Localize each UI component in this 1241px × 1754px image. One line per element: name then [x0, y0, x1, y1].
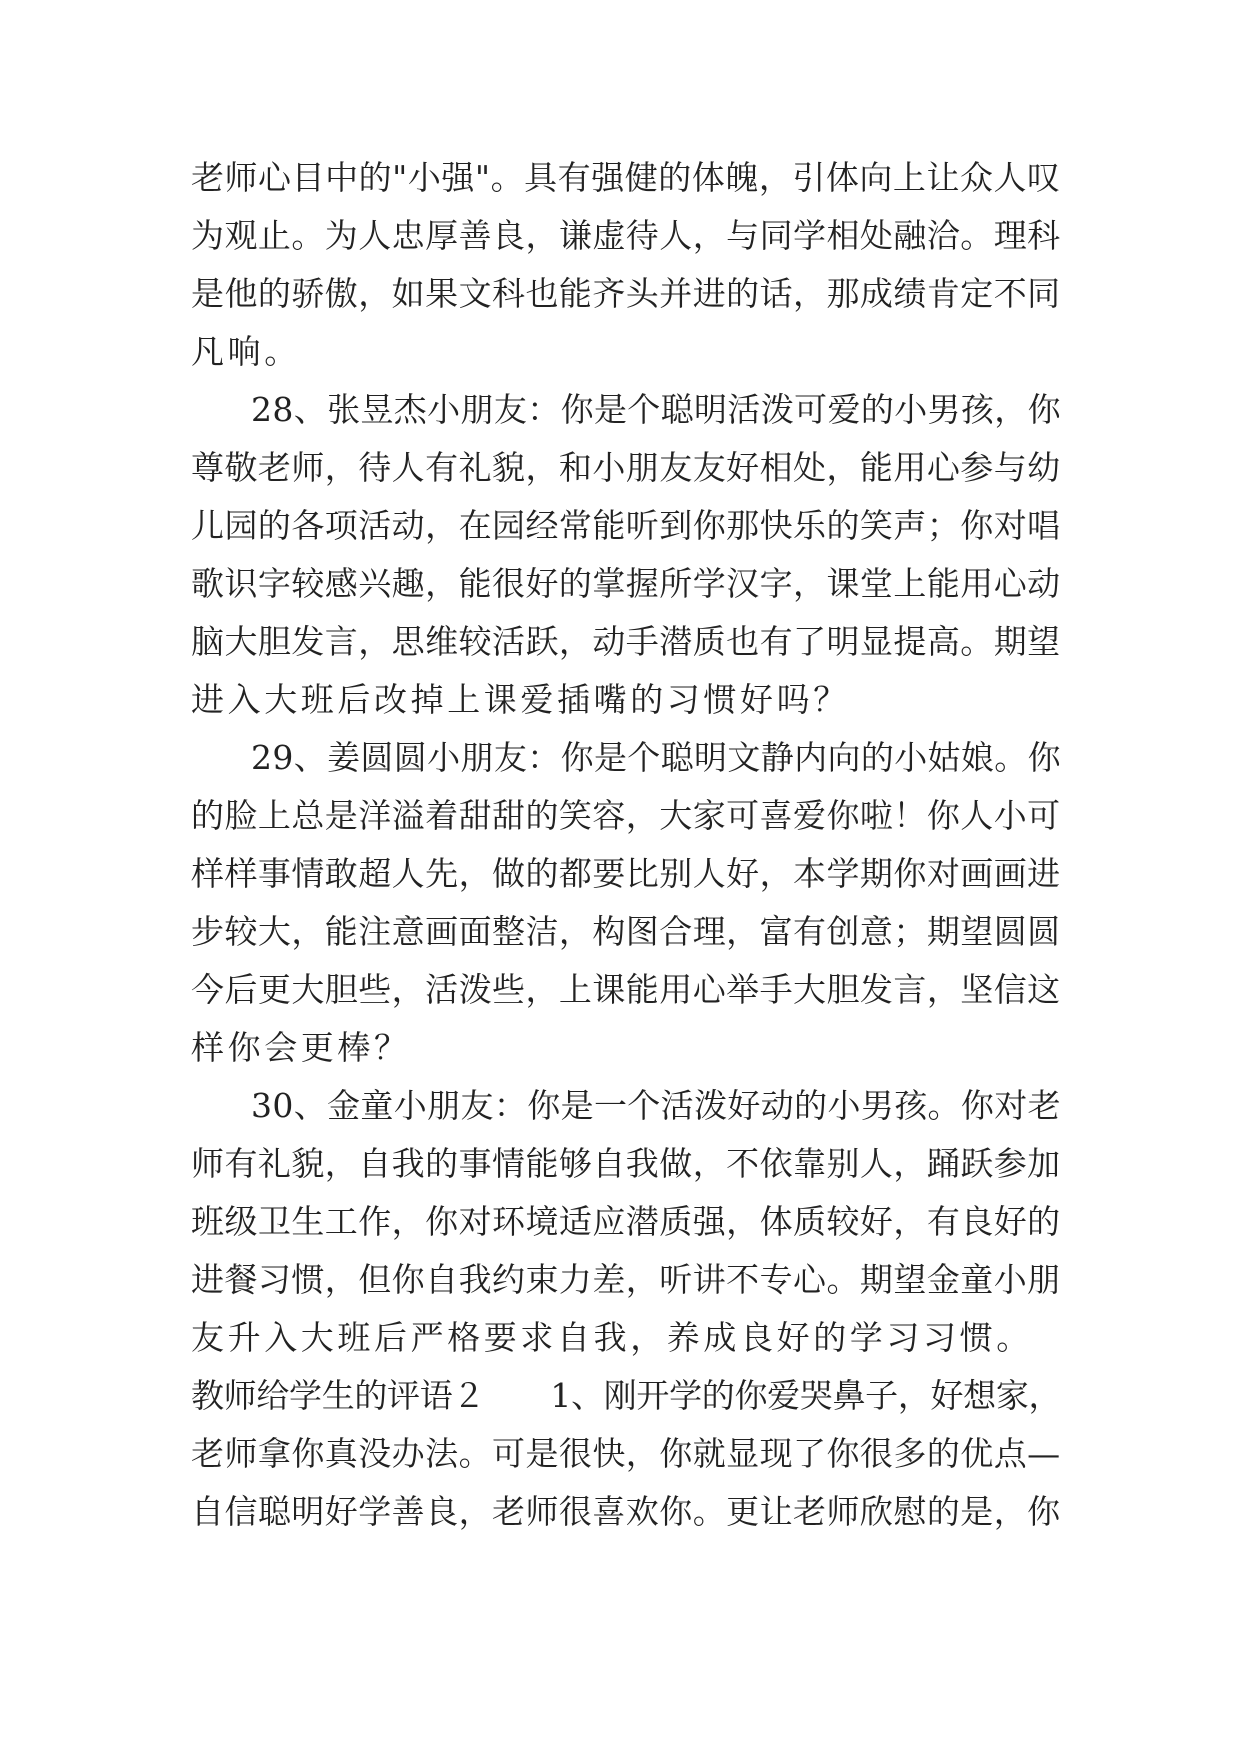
text-line: 进入大班后改掉上课爱插嘴的习惯好吗？ — [191, 680, 850, 719]
text-line: 样你会更棒？ — [191, 1028, 411, 1067]
text-line: 样样事情敢超人先，做的都要比别人好，本学期你对画画进 — [191, 854, 1061, 893]
paragraph-start-28: 28、张昱杰小朋友：你是个聪明活泼可爱的小男孩，你 — [251, 390, 1061, 429]
text-line: 友升入大班后严格要求自我，养成良好的学习习惯。 — [191, 1318, 1033, 1357]
text-line: 老师心目中的"小强"。具有强健的体魄，引体向上让众人叹 — [191, 158, 1061, 197]
text-line: 班级卫生工作，你对环境适应潜质强，体质较好，有良好的 — [191, 1202, 1061, 1241]
text-line: 尊敬老师，待人有礼貌，和小朋友友好相处，能用心参与幼 — [191, 448, 1061, 487]
text-line: 凡响。 — [191, 332, 301, 371]
paragraph-start-29: 29、姜圆圆小朋友：你是个聪明文静内向的小姑娘。你 — [251, 738, 1061, 777]
text-line: 儿园的各项活动，在园经常能听到你那快乐的笑声；你对唱 — [191, 506, 1061, 545]
text-line: 进餐习惯，但你自我约束力差，听讲不专心。期望金童小朋 — [191, 1260, 1061, 1299]
section-heading-line: 教师给学生的评语２ 1、刚开学的你爱哭鼻子，好想家， — [191, 1376, 1062, 1415]
text-line: 自信聪明好学善良，老师很喜欢你。更让老师欣慰的是，你 — [191, 1492, 1061, 1531]
text-line: 是他的骄傲，如果文科也能齐头并进的话，那成绩肯定不同 — [191, 274, 1061, 313]
text-line: 老师拿你真没办法。可是很快，你就显现了你很多的优点— — [191, 1434, 1061, 1473]
text-line: 步较大，能注意画面整洁，构图合理，富有创意；期望圆圆 — [191, 912, 1061, 951]
text-line: 脑大胆发言，思维较活跃，动手潜质也有了明显提高。期望 — [191, 622, 1061, 661]
text-line: 师有礼貌，自我的事情能够自我做，不依靠别人，踊跃参加 — [191, 1144, 1061, 1183]
paragraph-start-30: 30、金童小朋友：你是一个活泼好动的小男孩。你对老 — [251, 1086, 1061, 1125]
text-line: 为观止。为人忠厚善良，谦虚待人，与同学相处融洽。理科 — [191, 216, 1061, 255]
text-line: 的脸上总是洋溢着甜甜的笑容，大家可喜爱你啦！你人小可 — [191, 796, 1061, 835]
text-line: 歌识字较感兴趣，能很好的掌握所学汉字，课堂上能用心动 — [191, 564, 1061, 603]
text-line: 今后更大胆些，活泼些，上课能用心举手大胆发言，坚信这 — [191, 970, 1061, 1009]
